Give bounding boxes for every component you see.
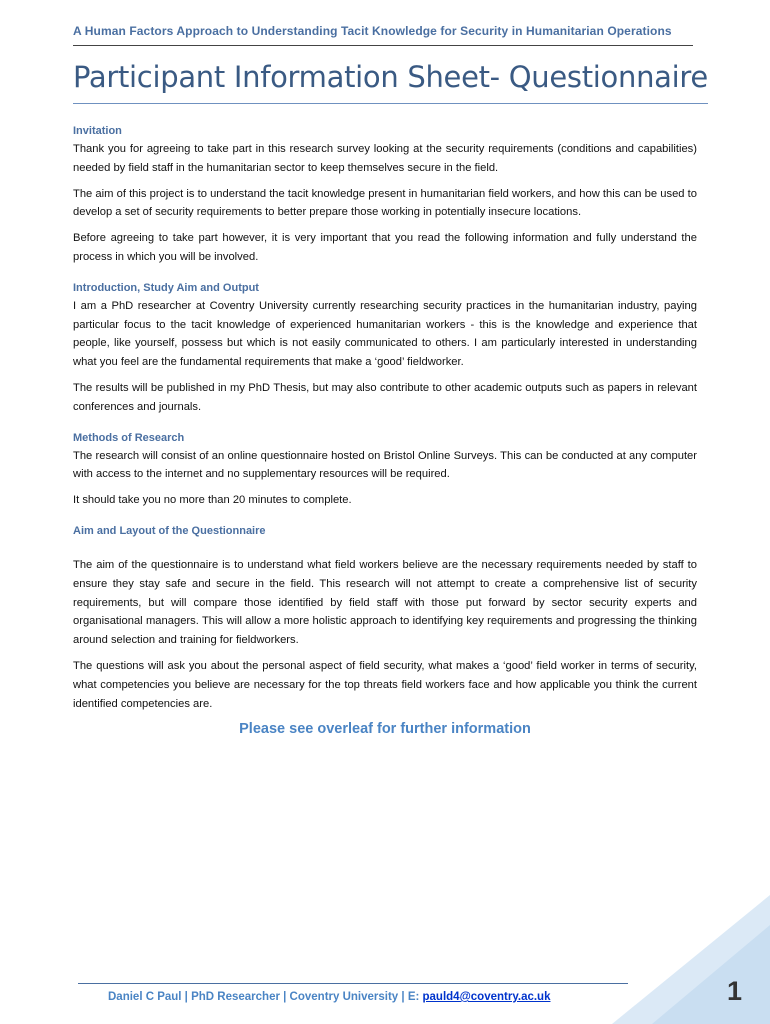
footer-email-link[interactable]: pauld4@coventry.ac.uk — [422, 991, 551, 1003]
paragraph: The aim of the questionnaire is to understand what field workers believe are the necessary requirements needed by staff to ensure they stay safe and secure in the field. This research will not attempt to create a comprehensive list of security requirements, but will compare those identified by field staff with those put forward by sector security experts and organisational managers. This will allow a more holistic approach to identifying key requirements and progressing the thinking around selection and training for fieldworkers. — [73, 558, 697, 647]
header-divider — [73, 45, 693, 46]
section-heading: Introduction, Study Aim and Output — [73, 281, 259, 294]
footer-author-text: Daniel C Paul | PhD Researcher | Coventry University | E: — [108, 991, 423, 1003]
page-number: 1 — [727, 976, 743, 1006]
section-introduction — [73, 281, 697, 417]
paragraph: The aim of this project is to understand the tacit knowledge present in humanitarian field workers, and how this can be used to develop a set of security requirements to better prepare those working in potentially insecure locations. — [73, 187, 697, 219]
section-heading: Aim and Layout of the Questionnaire — [73, 524, 266, 537]
paragraph: The results will be published in my PhD Thesis, but may also contribute to other academic outputs such as papers in relevant conferences and journals. — [73, 381, 697, 413]
paragraph: The research will consist of an online questionnaire hosted on Bristol Online Surveys. This can be conducted at any computer with access to the internet and no supplementary resources will be required. — [73, 449, 697, 481]
running-header: A Human Factors Approach to Understanding Tacit Knowledge for Security in Humanitarian Operations — [73, 24, 672, 38]
document-body — [73, 124, 697, 739]
page-title: Participant Information Sheet- Questionnaire — [73, 60, 708, 94]
paragraph: Before agreeing to take part however, it is very important that you read the following information and fully understand the process in which you will be involved. — [73, 232, 697, 263]
title-underline — [73, 103, 708, 104]
overleaf-callout: Please see overleaf for further information — [239, 721, 531, 738]
section-questionnaire-layout — [73, 524, 697, 713]
section-invitation — [73, 124, 697, 267]
section-methods — [73, 431, 697, 510]
paragraph: The questions will ask you about the personal aspect of field security, what makes a ‘good’ field worker in terms of security, what competencies you believe are necessary for the top threats field workers face and how applicable you think the current identified competencies are. — [73, 659, 697, 710]
section-heading: Invitation — [73, 125, 122, 137]
footer-divider — [78, 983, 628, 984]
corner-triangle-graphic — [612, 895, 770, 1024]
paragraph: Thank you for agreeing to take part in this research survey looking at the security requirements (conditions and capabilities) needed by field staff in the humanitarian sector to keep themselves secure in the field. — [73, 143, 697, 174]
section-heading: Methods of Research — [73, 431, 185, 444]
paragraph: It should take you no more than 20 minutes to complete. — [73, 494, 352, 507]
paragraph: I am a PhD researcher at Coventry University currently researching security practices in the humanitarian industry, paying particular focus to the tacit knowledge of experienced humanitarian workers - this is the knowledge and experience that people, like yourself, possess but which is not easily communicated to others. I am particularly interested in understanding what you feel are the fundamental requirements that make a ‘good’ fieldworker. — [73, 299, 697, 369]
footer-author-line — [108, 991, 550, 1003]
